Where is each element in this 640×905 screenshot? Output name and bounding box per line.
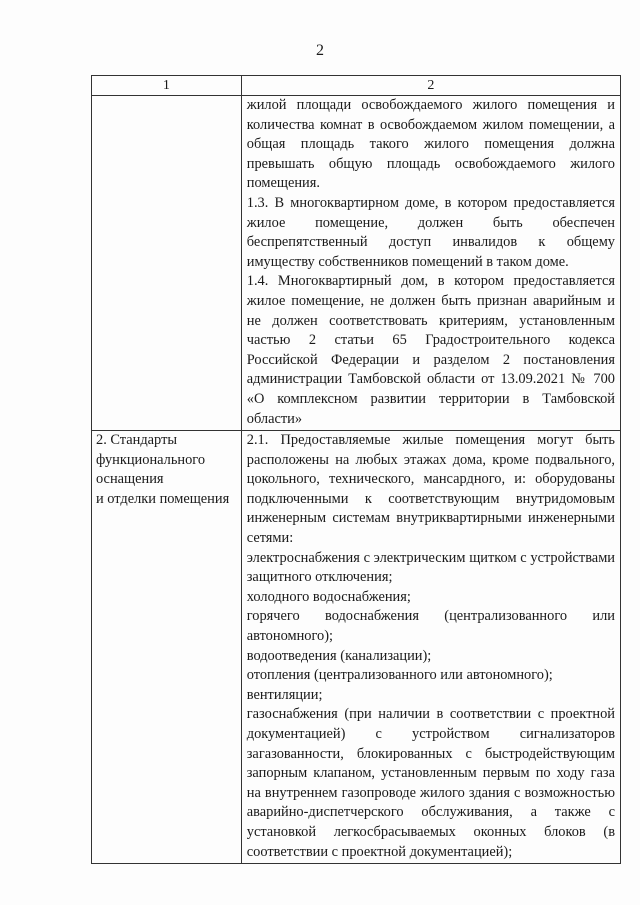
paragraph: 1.4. Многоквартирный дом, в котором предоставляется жилое помещение, не должен быть признан аварийным и не должен соответствовать критериям, установленным частью 2 статьи 65 Градостроительного кодекса Российской Федерации и разделом 2 постановления администрации Тамбовской области от 13.09.2021 № 700 «О комплексном развитии территории в Тамбовской области» [246,273,615,427]
section-title-line: 2. Стандарты [96,432,178,449]
paragraph: отопления (централизованного или автономного); [246,667,553,684]
section-title-line: и отделки помещения [96,490,230,507]
table-header-row [92,76,621,96]
paragraph: вентиляции; [246,686,323,703]
header-col-1: 1 [92,76,242,96]
table-row [92,96,621,431]
page-number: 2 [316,42,324,59]
paragraph: электроснабжения с электрическим щитком с устройствами защитного отключения; [246,549,615,586]
paragraph: водоотведения (канализации); [246,647,432,664]
paragraph: газоснабжения (при наличии в соответствии с проектной документацией) с устройством сигнализаторов загазованности, блокированных с быстродействующим запорным клапаном, установленным первым по ходу газа на внутреннем газопроводе жилого здания с возможностью аварийно-диспетчерского обслуживания, а также с установкой легкосбрасываемых оконных блоков (в соответствии с проектной документацией); [246,706,615,860]
row1-col2 [241,96,620,431]
paragraph: холодного водоснабжения; [246,588,411,605]
row2-col1 [92,431,242,864]
table-row [92,431,621,864]
header-col-2: 2 [241,76,620,96]
paragraph: 1.3. В многоквартирном доме, в котором предоставляется жилое помещение, должен быть обеспечен беспрепятственный доступ инвалидов к общему имуществу собственников помещений в таком доме. [246,194,615,270]
requirements-table [91,75,621,864]
paragraph: горячего водоснабжения (централизованного или автономного); [246,608,615,645]
paragraph: 2.1. Предоставляемые жилые помещения могут быть расположены на любых этажах дома, кроме подвального, цокольного, технического, мансардного, и: оборудованы подключенными к соответствующим внутридомовым инженерным системам внутриквартирными инженерными сетями: [246,432,615,547]
row1-col1 [92,96,242,431]
paragraph: жилой площади освобождаемого жилого помещения и количества комнат в освобождаемом жилом помещении, а общая площадь такого жилого помещения должна превышать общую площадь освобождаемого жилого помещения. [246,97,615,192]
row2-col2 [241,431,620,864]
section-title-line: функционального [96,451,206,468]
section-title-line: оснащения [96,471,164,488]
